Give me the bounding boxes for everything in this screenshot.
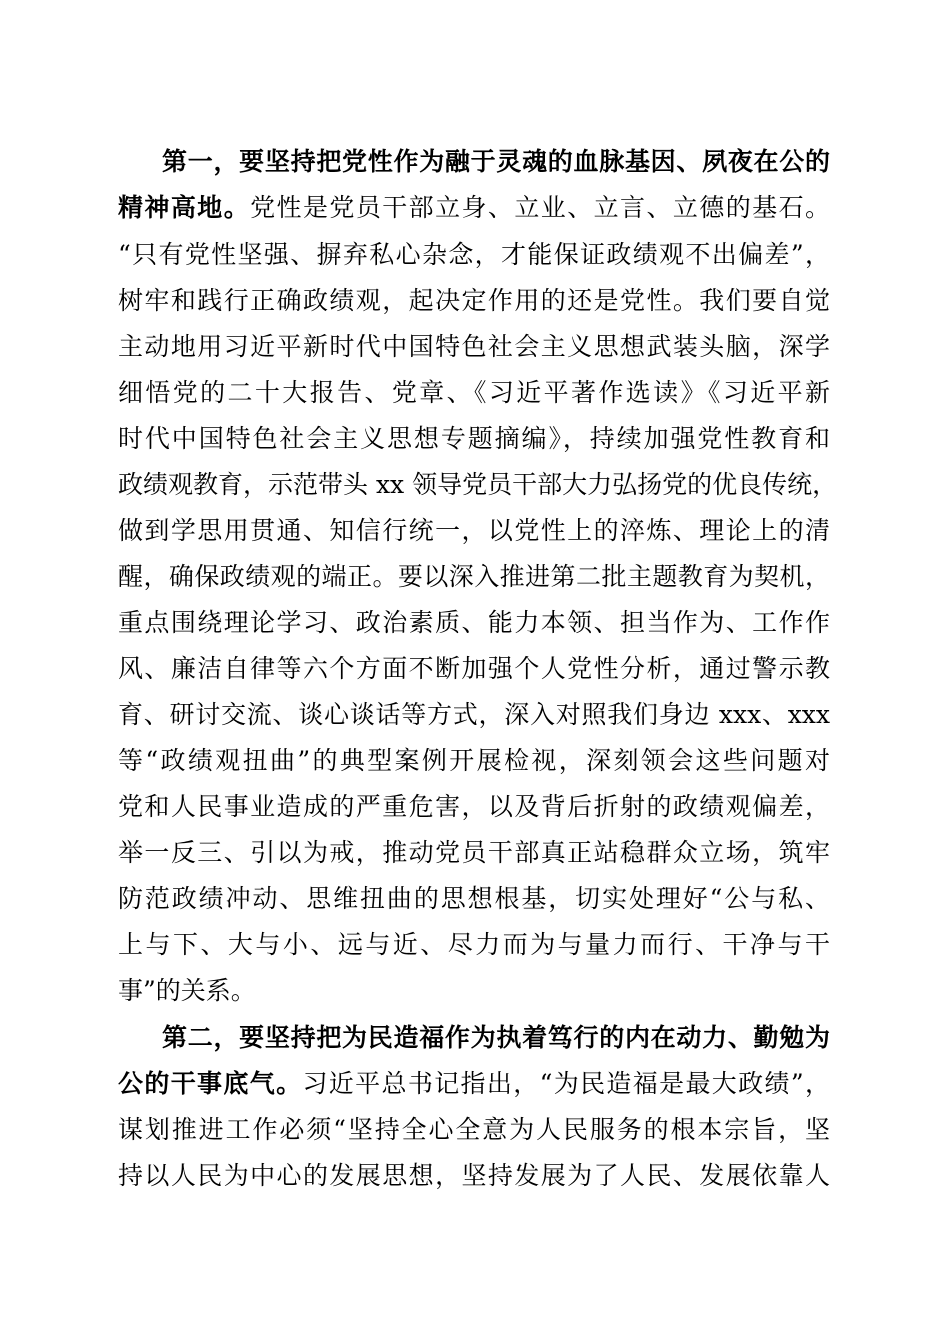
body-text: 重点围绕理论学习、政治素质、能力本领、担当作为、工作作 (118, 608, 830, 637)
body-text: 事”的关系。 (118, 976, 256, 1005)
text-line (118, 693, 830, 737)
text-line (118, 463, 838, 507)
text-line (118, 417, 830, 461)
body-text: 做到学思用贯通、知信行统一，以党性上的淬炼、理论上的清 (118, 516, 830, 545)
body-text: 防范政绩冲动、思维扭曲的思想根基，切实处理好“公与私、 (118, 884, 830, 913)
text-line (118, 1108, 830, 1152)
bold-text: 第一，要坚持把党性作为融于灵魂的血脉基因、夙夜在公的 (162, 147, 830, 176)
bold-text: 第二，要坚持把为民造福作为执着笃行的内在动力、勤勉为 (162, 1023, 830, 1052)
text-line (118, 923, 830, 967)
text-line (118, 509, 830, 553)
body-text: 时代中国特色社会主义思想专题摘编》，持续加强党性教育和 (118, 424, 830, 453)
text-line (118, 555, 830, 599)
text-line (118, 1154, 830, 1198)
body-text: 习近平总书记指出，“为民造福是最大政绩”， (302, 1069, 830, 1098)
text-line (118, 1062, 830, 1106)
text-line (118, 325, 830, 369)
body-text: 树牢和践行正确政绩观，起决定作用的还是党性。我们要自觉 (118, 286, 830, 315)
text-line (118, 739, 830, 783)
body-text: 党性是党员干部立身、立业、立言、立德的基石。 (250, 193, 830, 222)
body-text: 谋划推进工作必须“坚持全心全意为人民服务的根本宗旨，坚 (118, 1115, 830, 1144)
text-line (118, 233, 830, 277)
text-line (162, 1016, 830, 1060)
body-text: “只有党性坚强、摒弃私心杂念，才能保证政绩观不出偏差”， (118, 240, 830, 269)
text-line (118, 371, 830, 415)
body-text: 上与下、大与小、远与近、尽力而为与量力而行、干净与干 (118, 930, 830, 959)
body-text: 等“政绩观扭曲”的典型案例开展检视，深刻领会这些问题对 (118, 746, 830, 775)
text-line (118, 877, 830, 921)
body-text: 政绩观教育，示范带头 xx 领导党员干部大力弘扬党的优良传统， (118, 470, 838, 499)
body-text: 细悟党的二十大报告、党章、《习近平著作选读》《习近平新 (118, 378, 830, 407)
bold-text: 精神高地。 (118, 193, 251, 222)
text-line (162, 140, 830, 184)
body-text: 醒，确保政绩观的端正。要以深入推进第二批主题教育为契机， (118, 562, 830, 591)
body-text: 主动地用习近平新时代中国特色社会主义思想武装头脑，深学 (118, 332, 830, 361)
body-text: 风、廉洁自律等六个方面不断加强个人党性分析，通过警示教 (118, 654, 830, 683)
body-text: 持以人民为中心的发展思想，坚持发展为了人民、发展依靠人 (118, 1161, 830, 1190)
body-text: 党和人民事业造成的严重危害，以及背后折射的政绩观偏差， (118, 792, 830, 821)
text-line (118, 601, 830, 645)
text-line (118, 785, 830, 829)
text-line (118, 279, 830, 323)
body-text: 举一反三、引以为戒，推动党员干部真正站稳群众立场，筑牢 (118, 838, 830, 867)
text-line (118, 831, 830, 875)
text-line (118, 186, 830, 230)
bold-text: 公的干事底气。 (118, 1069, 303, 1098)
text-line (118, 969, 830, 1013)
text-line (118, 647, 830, 691)
body-text: 育、研讨交流、谈心谈话等方式，深入对照我们身边 xxx、xxx (118, 700, 830, 729)
